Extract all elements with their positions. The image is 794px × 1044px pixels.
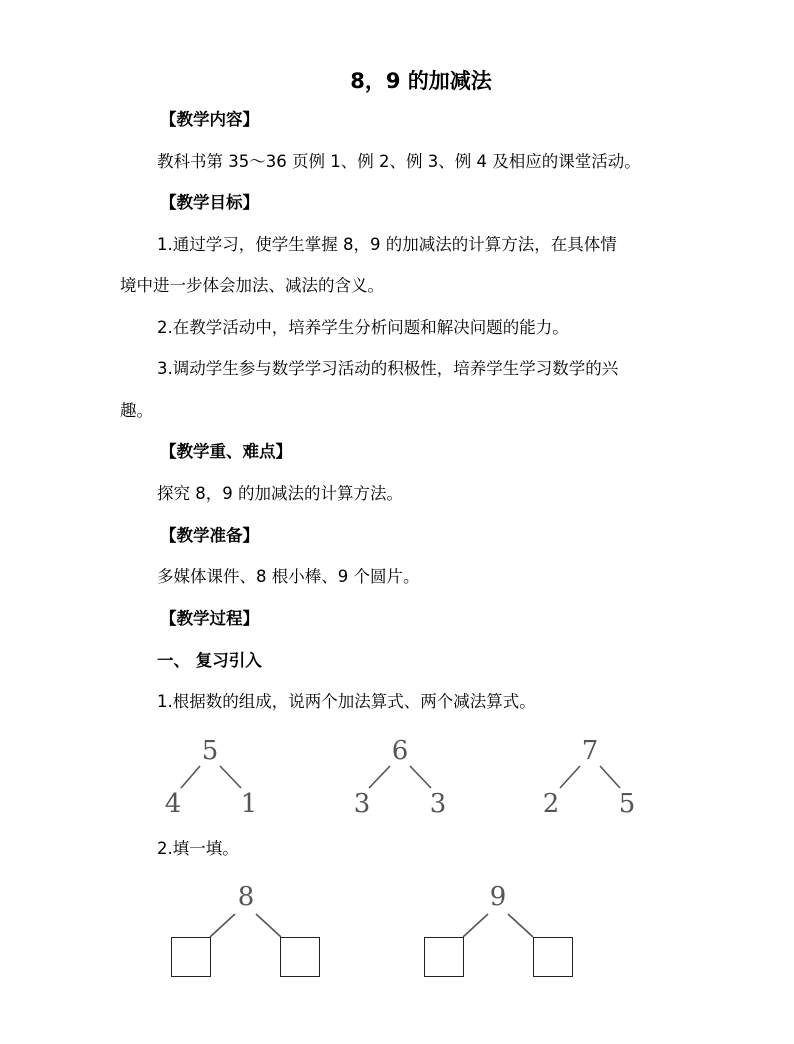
tree2-right: 3 (429, 789, 447, 819)
blank-tree1-right-branch (256, 914, 281, 937)
tree3-right-branch (600, 766, 620, 788)
tree1-right-branch (220, 766, 241, 788)
process-heading: 【教学过程】 (160, 609, 259, 628)
step1-heading: 一、 复习引入 (157, 651, 262, 670)
tree2-top: 6 (391, 736, 409, 766)
blank-tree2-right-box[interactable] (533, 937, 573, 977)
tree1-top: 5 (201, 736, 219, 766)
blank-tree1-right-box[interactable] (280, 937, 320, 977)
key-text: 探究 8，9 的加减法的计算方法。 (157, 484, 403, 503)
goals-heading: 【教学目标】 (160, 193, 259, 212)
goal1-line1: 1.通过学习，使学生掌握 8，9 的加减法的计算方法，在具体情 (157, 235, 617, 254)
tree3-top: 7 (581, 736, 599, 766)
tree3-left: 2 (542, 789, 560, 819)
prep-heading: 【教学准备】 (160, 526, 259, 545)
content-heading: 【教学内容】 (160, 110, 259, 129)
prep-text: 多媒体课件、8 根小棒、9 个圆片。 (157, 567, 420, 586)
goal3-line2: 趣。 (120, 401, 153, 420)
blank-tree1-top: 8 (237, 882, 255, 912)
tree1-right: 1 (240, 789, 258, 819)
blank-tree1-left-box[interactable] (171, 937, 211, 977)
tree3-left-branch (560, 766, 580, 788)
goal2-text: 2.在教学活动中，培养学生分析问题和解决问题的能力。 (157, 318, 569, 337)
step1-item2: 2.填一填。 (157, 839, 239, 858)
blank-tree2-left-branch (463, 914, 488, 937)
step1-item1: 1.根据数的组成，说两个加法算式、两个减法算式。 (157, 692, 536, 711)
blank-tree2-top: 9 (489, 882, 507, 912)
tree2-right-branch (410, 766, 431, 788)
blank-tree2-right-branch (508, 914, 533, 937)
goal1-line2: 境中进一步体会加法、减法的含义。 (120, 276, 384, 295)
blank-tree1-left-branch (210, 914, 235, 937)
page-title: 8，9 的加减法 (350, 69, 492, 93)
goal3-line1: 3.调动学生参与数学学习活动的积极性，培养学生学习数学的兴 (157, 359, 619, 378)
tree3-right: 5 (618, 789, 636, 819)
tree2-left-branch (369, 766, 390, 788)
key-heading: 【教学重、难点】 (160, 442, 292, 461)
tree1-left: 4 (164, 789, 182, 819)
blank-tree2-left-box[interactable] (424, 937, 464, 977)
content-text: 教科书第 35～36 页例 1、例 2、例 3、例 4 及相应的课堂活动。 (157, 152, 641, 171)
tree2-left: 3 (353, 789, 371, 819)
tree1-left-branch (181, 766, 200, 788)
